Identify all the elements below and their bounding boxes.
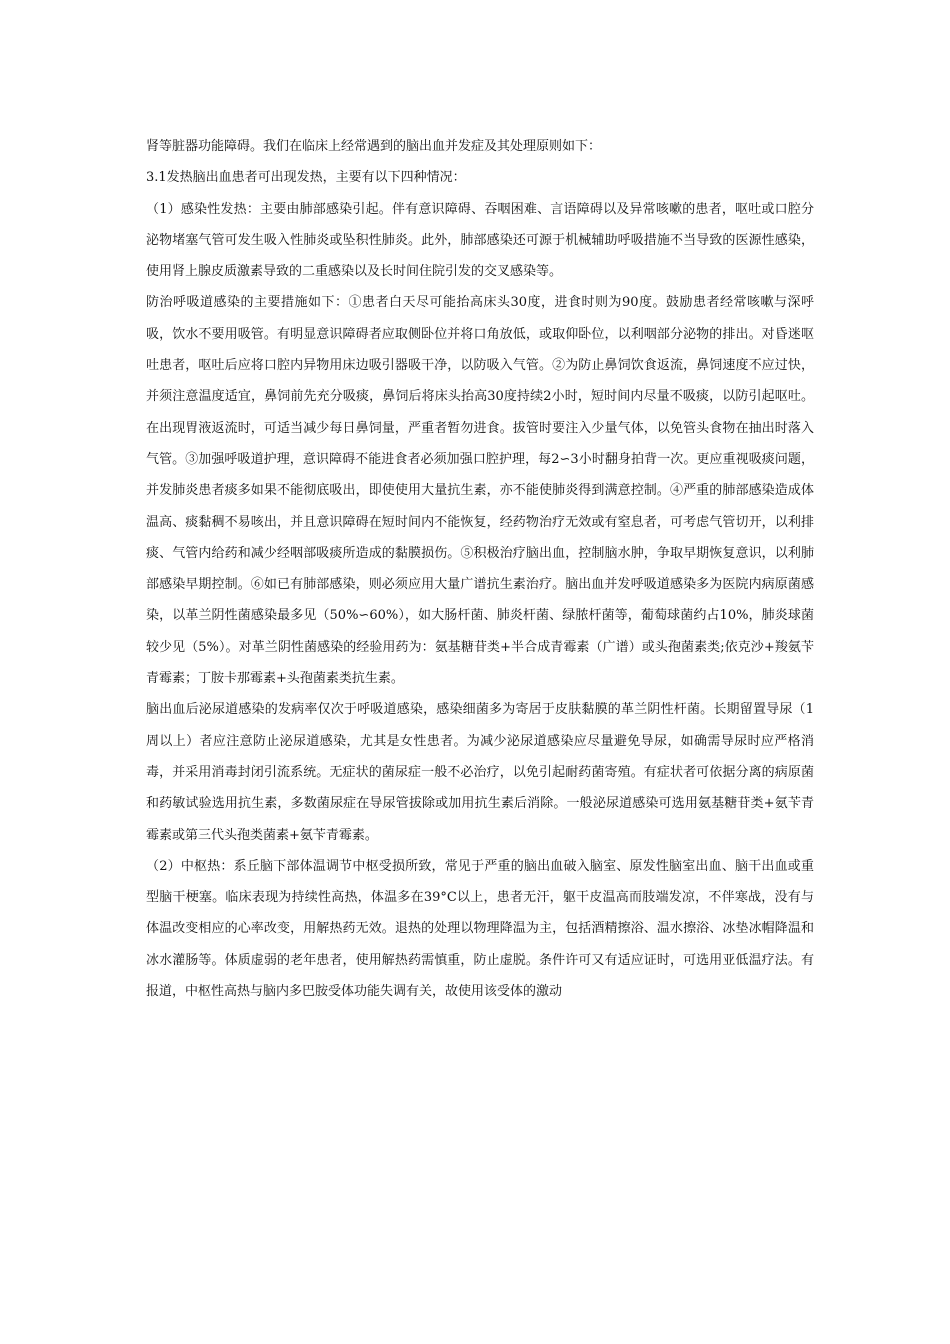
section-heading-fever: 3.1发热脑出血患者可出现发热，主要有以下四种情况： xyxy=(146,170,466,186)
paragraph-central-fever: （2）中枢热：系丘脑下部体温调节中枢受损所致，常见于严重的脑出血破入脑室、原发性脑室出血、脑干出血或重型脑干梗塞。临床表现为持续性高热，体温多在39°C以上，患者无汗，躯干皮温高而肢端发凉，不伴寒战，没有与体温改变相应的心率改变，用解热药无效。退热的处理以物理降温为主，包括酒精擦浴、温水擦浴、冰垫冰帽降温和冰水灌肠等。体质虚弱的老年患者，使用解热药需慎重，防止虚脱。条件许可又有适应证时，可选用亚低温疗法。有报道，中枢性高热与脑内多巴胺受体功能失调有关，故使用该受体的激动 xyxy=(146,858,814,1000)
paragraph-respiratory-prevention: 防治呼吸道感染的主要措施如下：①患者白天尽可能抬高床头30度，进食时则为90度。鼓励患者经常咳嗽与深呼吸，饮水不要用吸管。有明显意识障碍者应取侧卧位并将口角放低，或取仰卧位，以利咽部分泌物的排出。对昏迷呕吐患者，呕吐后应将口腔内异物用床边吸引器吸干净，以防吸入气管。②为防止鼻饲饮食返流，鼻饲速度不应过快，并须注意温度适宜，鼻饲前先充分吸痰，鼻饲后将床头抬高30度持续2小时，短时间内尽量不吸痰，以防引起呕吐。在出现胃液返流时，可适当减少每日鼻饲量，严重者暂勿进食。拔管时要注入少量气体，以免管头食物在抽出时落入气管。③加强呼吸道护理，意识障碍不能进食者必须加强口腔护理，每2∽3小时翻身拍背一次。更应重视吸痰问题，并发肺炎患者痰多如果不能彻底吸出，即使使用大量抗生素，亦不能使肺炎得到满意控制。④严重的肺部感染造成体温高、痰黏稠不易咳出，并且意识障碍在短时间内不能恢复，经药物治疗无效或有窒息者，可考虑气管切开，以利排痰、气管内给药和减少经咽部吸痰所造成的黏膜损伤。⑤积极治疗脑出血，控制脑水肿，争取早期恢复意识，以利肺部感染早期控制。⑥如已有肺部感染，则必须应用大量广谱抗生素治疗。脑出血并发呼吸道感染多为医院内病原菌感染，以革兰阴性菌感染最多见（50%∽60%），如大肠杆菌、肺炎杆菌、绿脓杆菌等，葡萄球菌约占10%，肺炎球菌较少见（5%）。对革兰阴性菌感染的经验用药为：氨基糖苷类+半合成青霉素（广谱）或头孢菌素类;依克沙+羧氨苄青霉素；丁胺卡那霉素+头孢菌素类抗生素。 xyxy=(146,295,814,687)
paragraph-urinary-infection: 脑出血后泌尿道感染的发病率仅次于呼吸道感染，感染细菌多为寄居于皮肤黏膜的革兰阴性杆菌。长期留置导尿（1周以上）者应注意防止泌尿道感染，尤其是女性患者。为减少泌尿道感染应尽量避免导尿，如确需导尿时应严格消毒，并采用消毒封闭引流系统。无症状的菌尿症一般不必治疗，以免引起耐药菌寄殖。有症状者可依据分离的病原菌和药敏试验选用抗生素，多数菌尿症在导尿管拔除或加用抗生素后消除。一般泌尿道感染可选用氨基糖苷类+氨苄青霉素或第三代头孢类菌素+氨苄青霉素。 xyxy=(146,702,814,843)
paragraph-intro: 肾等脏器功能障碍。我们在临床上经常遇到的脑出血并发症及其处理原则如下： xyxy=(146,139,602,154)
paragraph-infectious-fever: （1）感染性发热：主要由肺部感染引起。伴有意识障碍、吞咽困难、言语障碍以及异常咳嗽的患者，呕吐或口腔分泌物堵塞气管可发生吸入性肺炎或坠积性肺炎。此外，肺部感染还可源于机械辅助呼吸措施不当导致的医源性感染，使用肾上腺皮质激素导致的二重感染以及长时间住院引发的交叉感染等。 xyxy=(146,201,814,280)
document-page xyxy=(146,131,814,1007)
